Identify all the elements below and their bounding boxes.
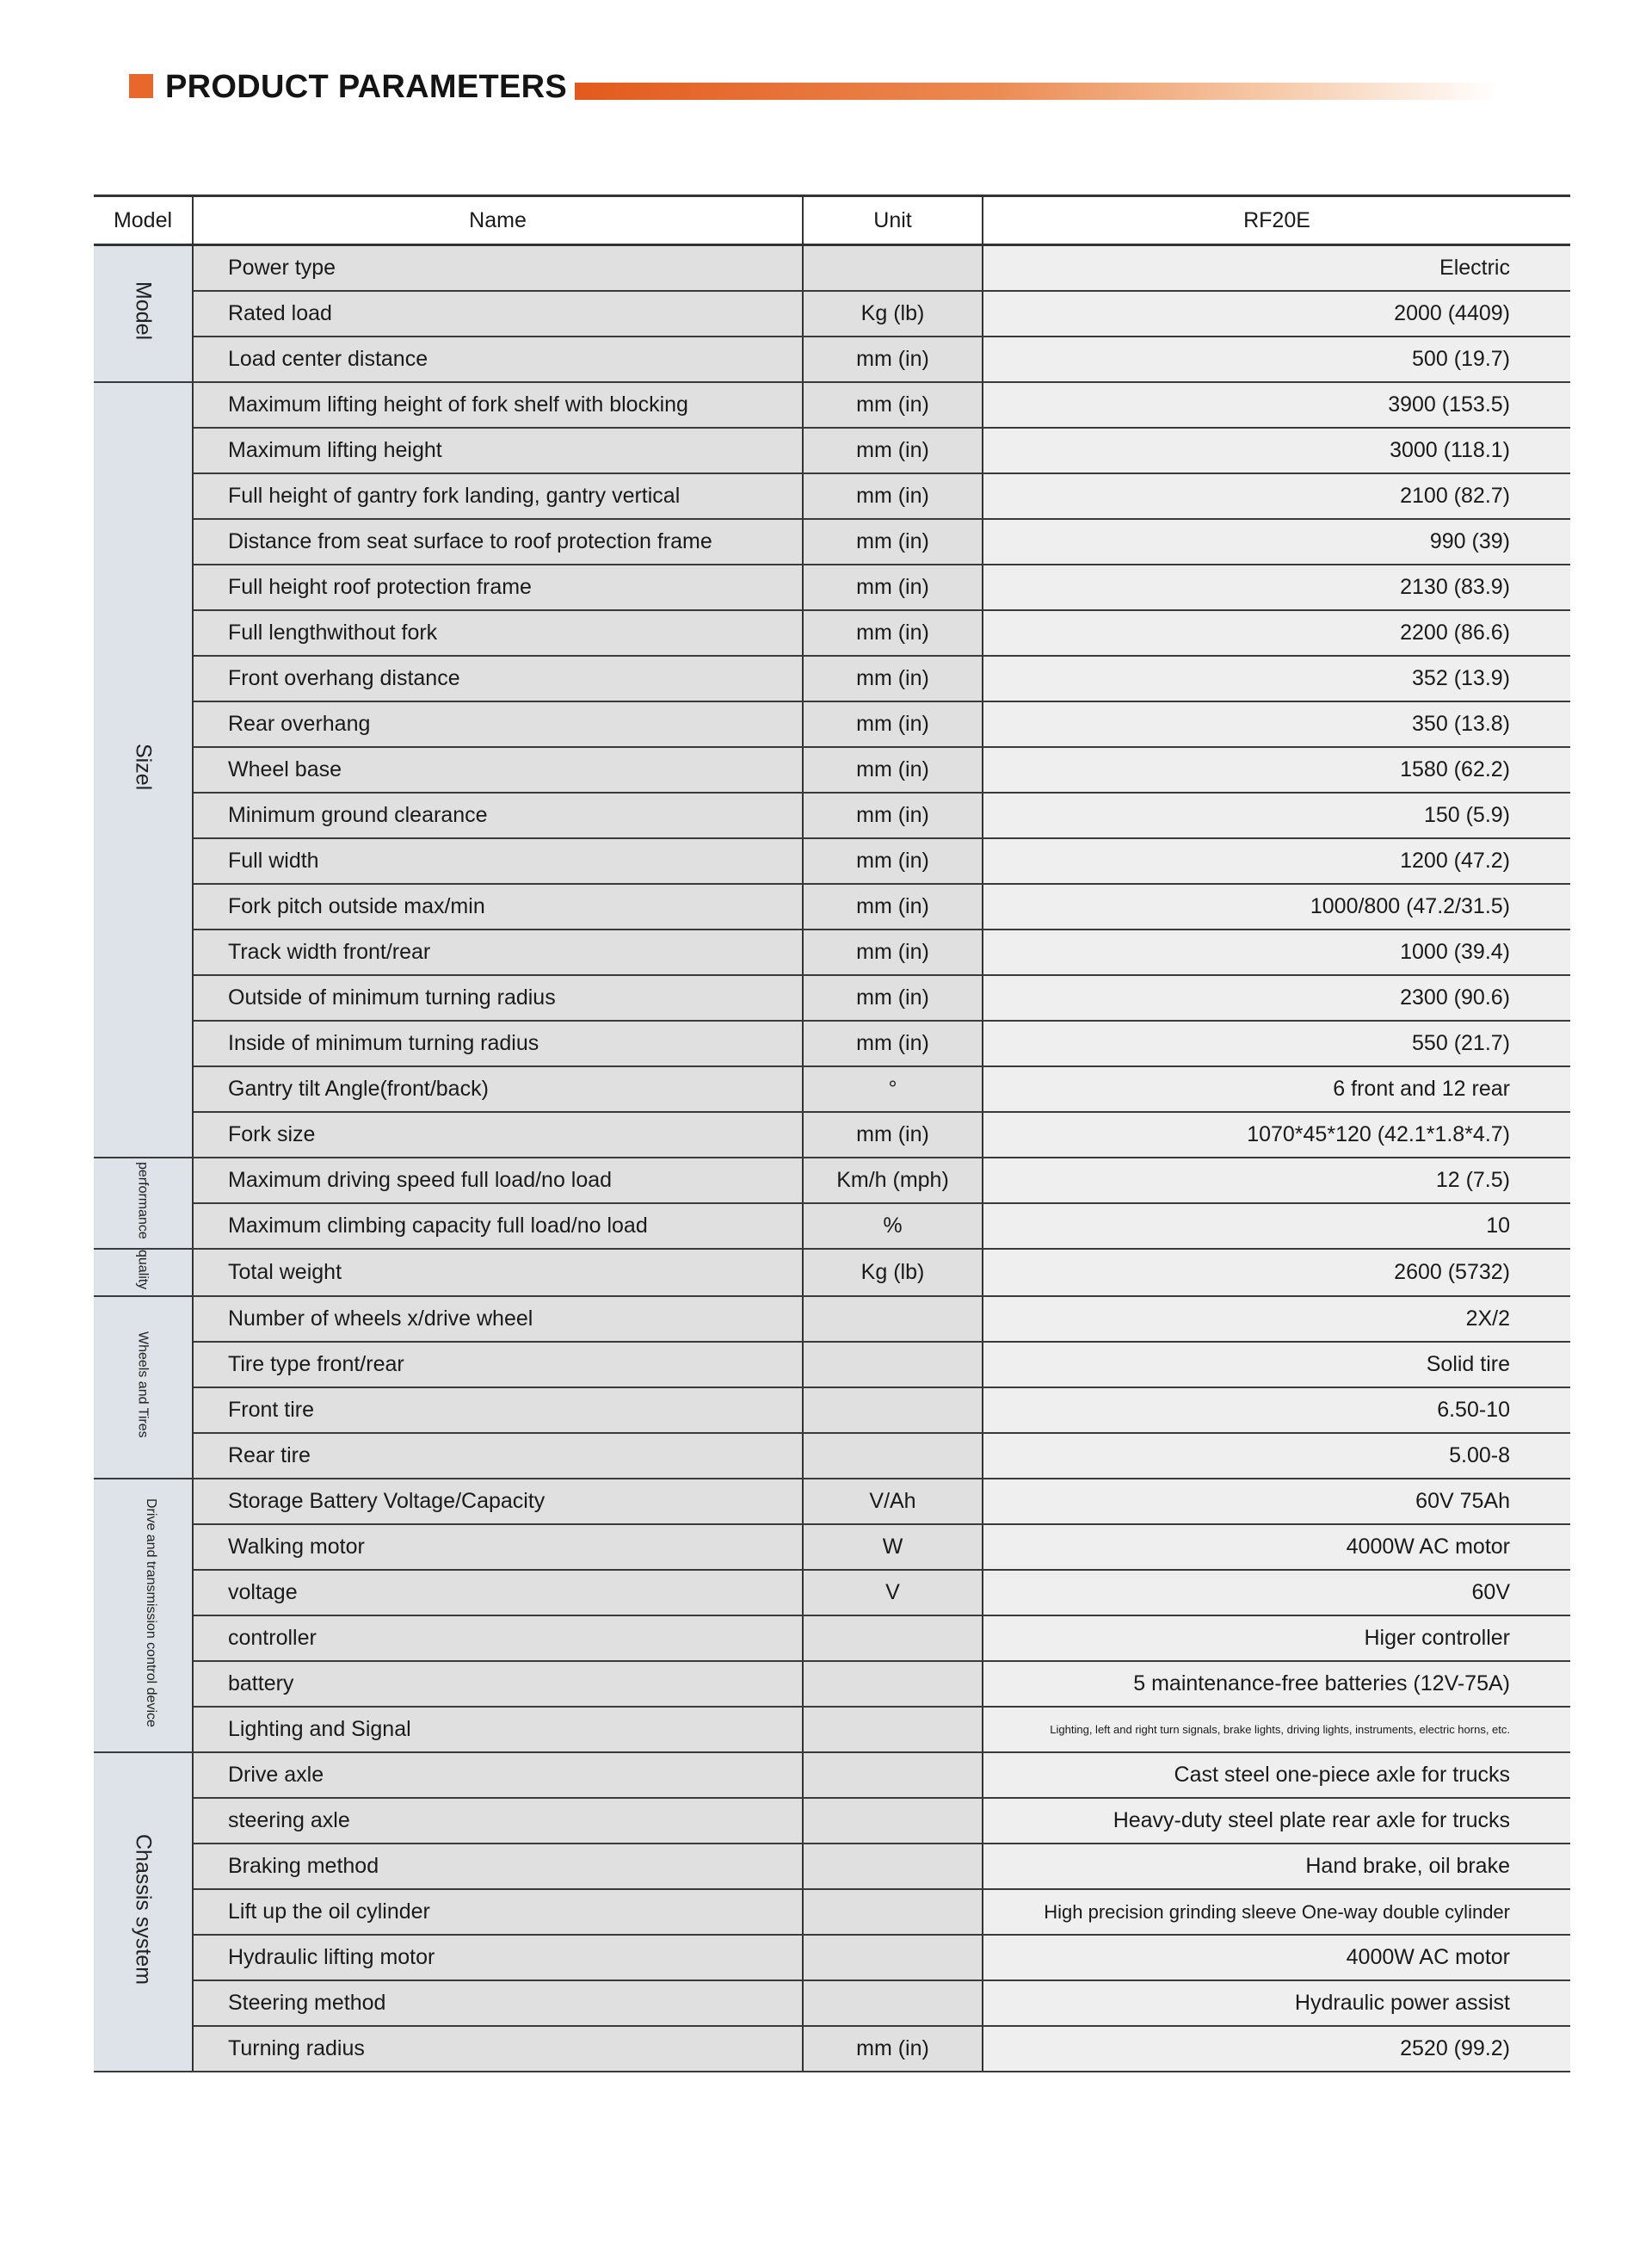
table-row [94,610,1570,656]
table-row [94,1479,1570,1524]
param-unit: mm (in) [803,793,983,838]
table-row [94,1112,1570,1158]
param-value: 3000 (118.1) [983,428,1570,473]
param-value: 5.00-8 [983,1433,1570,1479]
table-row [94,1249,1570,1296]
table-row [94,337,1570,382]
param-value: 5 maintenance-free batteries (12V-75A) [983,1661,1570,1707]
page-title: PRODUCT PARAMETERS [165,69,568,105]
param-name: Hydraulic lifting motor [193,1935,803,1980]
param-unit: mm (in) [803,656,983,701]
param-unit: mm (in) [803,519,983,565]
table-row [94,1203,1570,1249]
param-value: 60V [983,1570,1570,1615]
param-unit [803,1296,983,1342]
group-chassis [94,1752,193,2072]
param-name: Full height of gantry fork landing, gantry vertical [193,473,803,519]
table-row [94,565,1570,610]
param-value: 352 (13.9) [983,656,1570,701]
table-row [94,1570,1570,1615]
param-unit [803,1889,983,1935]
param-name: Storage Battery Voltage/Capacity [193,1479,803,1524]
param-value: 2100 (82.7) [983,473,1570,519]
group-label: Sizel [131,743,156,791]
param-value: Hand brake, oil brake [983,1844,1570,1889]
param-unit [803,1844,983,1889]
param-name: Steering method [193,1980,803,2026]
param-value: 12 (7.5) [983,1158,1570,1203]
param-unit: mm (in) [803,565,983,610]
table-row [94,1433,1570,1479]
param-name: Wheel base [193,747,803,793]
table-row [94,1798,1570,1844]
param-unit: V [803,1570,983,1615]
param-value: 550 (21.7) [983,1021,1570,1066]
group-wheels [94,1296,193,1479]
param-value: 500 (19.7) [983,337,1570,382]
group-label: Wheels and Tires [135,1331,151,1438]
param-value: 1000 (39.4) [983,930,1570,975]
section-header [129,67,1497,117]
param-value: 2130 (83.9) [983,565,1570,610]
group-label: Chassis system [131,1833,156,1985]
table-row [94,656,1570,701]
param-unit: mm (in) [803,838,983,884]
param-value: 6.50-10 [983,1387,1570,1433]
param-name: Maximum lifting height of fork shelf with blocking [193,382,803,428]
param-unit [803,1798,983,1844]
column-header-unit: Unit [803,196,983,245]
param-unit: % [803,1203,983,1249]
param-unit [803,1707,983,1752]
param-name: Front overhang distance [193,656,803,701]
param-name: Lift up the oil cylinder [193,1889,803,1935]
param-value: 990 (39) [983,519,1570,565]
group-quality [94,1249,193,1296]
param-name: Rear tire [193,1433,803,1479]
param-name: Full height roof protection frame [193,565,803,610]
param-name: Maximum climbing capacity full load/no load [193,1203,803,1249]
param-name: Front tire [193,1387,803,1433]
param-unit [803,245,983,292]
param-value: Electric [983,245,1570,292]
param-value: High precision grinding sleeve One-way double cylinder [983,1889,1570,1935]
param-unit: V/Ah [803,1479,983,1524]
header-gradient-bar [575,83,1497,100]
param-value: Cast steel one-piece axle for trucks [983,1752,1570,1798]
param-unit: W [803,1524,983,1570]
param-value: 6 front and 12 rear [983,1066,1570,1112]
param-unit [803,1433,983,1479]
param-unit: mm (in) [803,884,983,930]
table-row [94,1844,1570,1889]
param-name: Total weight [193,1249,803,1296]
param-unit: mm (in) [803,975,983,1021]
param-value: 2000 (4409) [983,291,1570,337]
param-unit: mm (in) [803,1112,983,1158]
param-name: controller [193,1615,803,1661]
group-label: Model [131,281,156,341]
param-name: Maximum lifting height [193,428,803,473]
group-label: quality [135,1250,151,1290]
param-value: 2600 (5732) [983,1249,1570,1296]
table-row [94,519,1570,565]
table-row [94,701,1570,747]
table-row [94,291,1570,337]
param-name: Drive axle [193,1752,803,1798]
param-name: Number of wheels x/drive wheel [193,1296,803,1342]
table-row [94,1021,1570,1066]
header-square-icon [129,74,153,98]
table-row [94,1342,1570,1387]
param-unit: mm (in) [803,1021,983,1066]
param-value: Heavy-duty steel plate rear axle for trucks [983,1798,1570,1844]
param-value: 1200 (47.2) [983,838,1570,884]
param-value: Higer controller [983,1615,1570,1661]
param-value: 10 [983,1203,1570,1249]
param-unit [803,1615,983,1661]
table-row [94,884,1570,930]
table-row [94,1524,1570,1570]
group-label: Drive and transmission control device [144,1498,158,1727]
param-name: Braking method [193,1844,803,1889]
param-unit: mm (in) [803,610,983,656]
param-unit: mm (in) [803,701,983,747]
table-row [94,2026,1570,2072]
table-row [94,747,1570,793]
table-row [94,1158,1570,1203]
param-unit: Kg (lb) [803,1249,983,1296]
table-row [94,1935,1570,1980]
param-unit: mm (in) [803,428,983,473]
table-row [94,1889,1570,1935]
param-name: Tire type front/rear [193,1342,803,1387]
param-value: Hydraulic power assist [983,1980,1570,2026]
param-value: 150 (5.9) [983,793,1570,838]
group-model [94,245,193,383]
param-name: Full lengthwithout fork [193,610,803,656]
param-name: Turning radius [193,2026,803,2072]
table-row [94,1615,1570,1661]
param-name: Rated load [193,291,803,337]
table-row [94,793,1570,838]
column-header-model: Model [94,196,193,245]
param-name: steering axle [193,1798,803,1844]
table-row [94,930,1570,975]
param-unit [803,1342,983,1387]
group-label: performance [135,1161,151,1239]
param-unit: ° [803,1066,983,1112]
param-unit [803,1935,983,1980]
param-name: Fork size [193,1112,803,1158]
table-row [94,1296,1570,1342]
table-row [94,1980,1570,2026]
param-name: Load center distance [193,337,803,382]
param-unit [803,1661,983,1707]
param-name: voltage [193,1570,803,1615]
param-name: Fork pitch outside max/min [193,884,803,930]
param-name: Power type [193,245,803,292]
param-value: 350 (13.8) [983,701,1570,747]
param-value: 3900 (153.5) [983,382,1570,428]
param-name: Outside of minimum turning radius [193,975,803,1021]
param-name: Walking motor [193,1524,803,1570]
param-value: Solid tire [983,1342,1570,1387]
param-unit [803,1752,983,1798]
param-unit [803,1980,983,2026]
param-name: Lighting and Signal [193,1707,803,1752]
param-name: Minimum ground clearance [193,793,803,838]
param-value: 2300 (90.6) [983,975,1570,1021]
param-name: Full width [193,838,803,884]
param-name: Track width front/rear [193,930,803,975]
param-unit [803,1387,983,1433]
group-performance [94,1158,193,1249]
column-header-name: Name [193,196,803,245]
param-value: 2X/2 [983,1296,1570,1342]
table-row [94,838,1570,884]
table-row [94,1387,1570,1433]
param-unit: mm (in) [803,337,983,382]
param-name: Distance from seat surface to roof protection frame [193,519,803,565]
parameters-table [94,195,1570,2072]
param-value: 2520 (99.2) [983,2026,1570,2072]
param-value: 4000W AC motor [983,1935,1570,1980]
param-value: 1000/800 (47.2/31.5) [983,884,1570,930]
table-row [94,245,1570,292]
table-row [94,1661,1570,1707]
table-row [94,975,1570,1021]
group-drive [94,1479,193,1752]
param-unit: Kg (lb) [803,291,983,337]
table-header-row [94,196,1570,245]
param-unit: mm (in) [803,473,983,519]
table-row [94,1066,1570,1112]
table-row [94,473,1570,519]
table-row [94,1707,1570,1752]
column-header-value: RF20E [983,196,1570,245]
param-unit: mm (in) [803,930,983,975]
param-name: Maximum driving speed full load/no load [193,1158,803,1203]
param-unit: Km/h (mph) [803,1158,983,1203]
param-name: battery [193,1661,803,1707]
param-value: 1070*45*120 (42.1*1.8*4.7) [983,1112,1570,1158]
param-unit: mm (in) [803,382,983,428]
table-row [94,428,1570,473]
param-value: Lighting, left and right turn signals, brake lights, driving lights, instruments, electric horns, etc. [983,1707,1570,1752]
param-name: Rear overhang [193,701,803,747]
param-name: Inside of minimum turning radius [193,1021,803,1066]
param-unit: mm (in) [803,747,983,793]
group-size [94,382,193,1158]
table-row [94,1752,1570,1798]
param-name: Gantry tilt Angle(front/back) [193,1066,803,1112]
param-value: 4000W AC motor [983,1524,1570,1570]
param-value: 2200 (86.6) [983,610,1570,656]
table-row [94,382,1570,428]
param-unit: mm (in) [803,2026,983,2072]
param-value: 1580 (62.2) [983,747,1570,793]
param-value: 60V 75Ah [983,1479,1570,1524]
